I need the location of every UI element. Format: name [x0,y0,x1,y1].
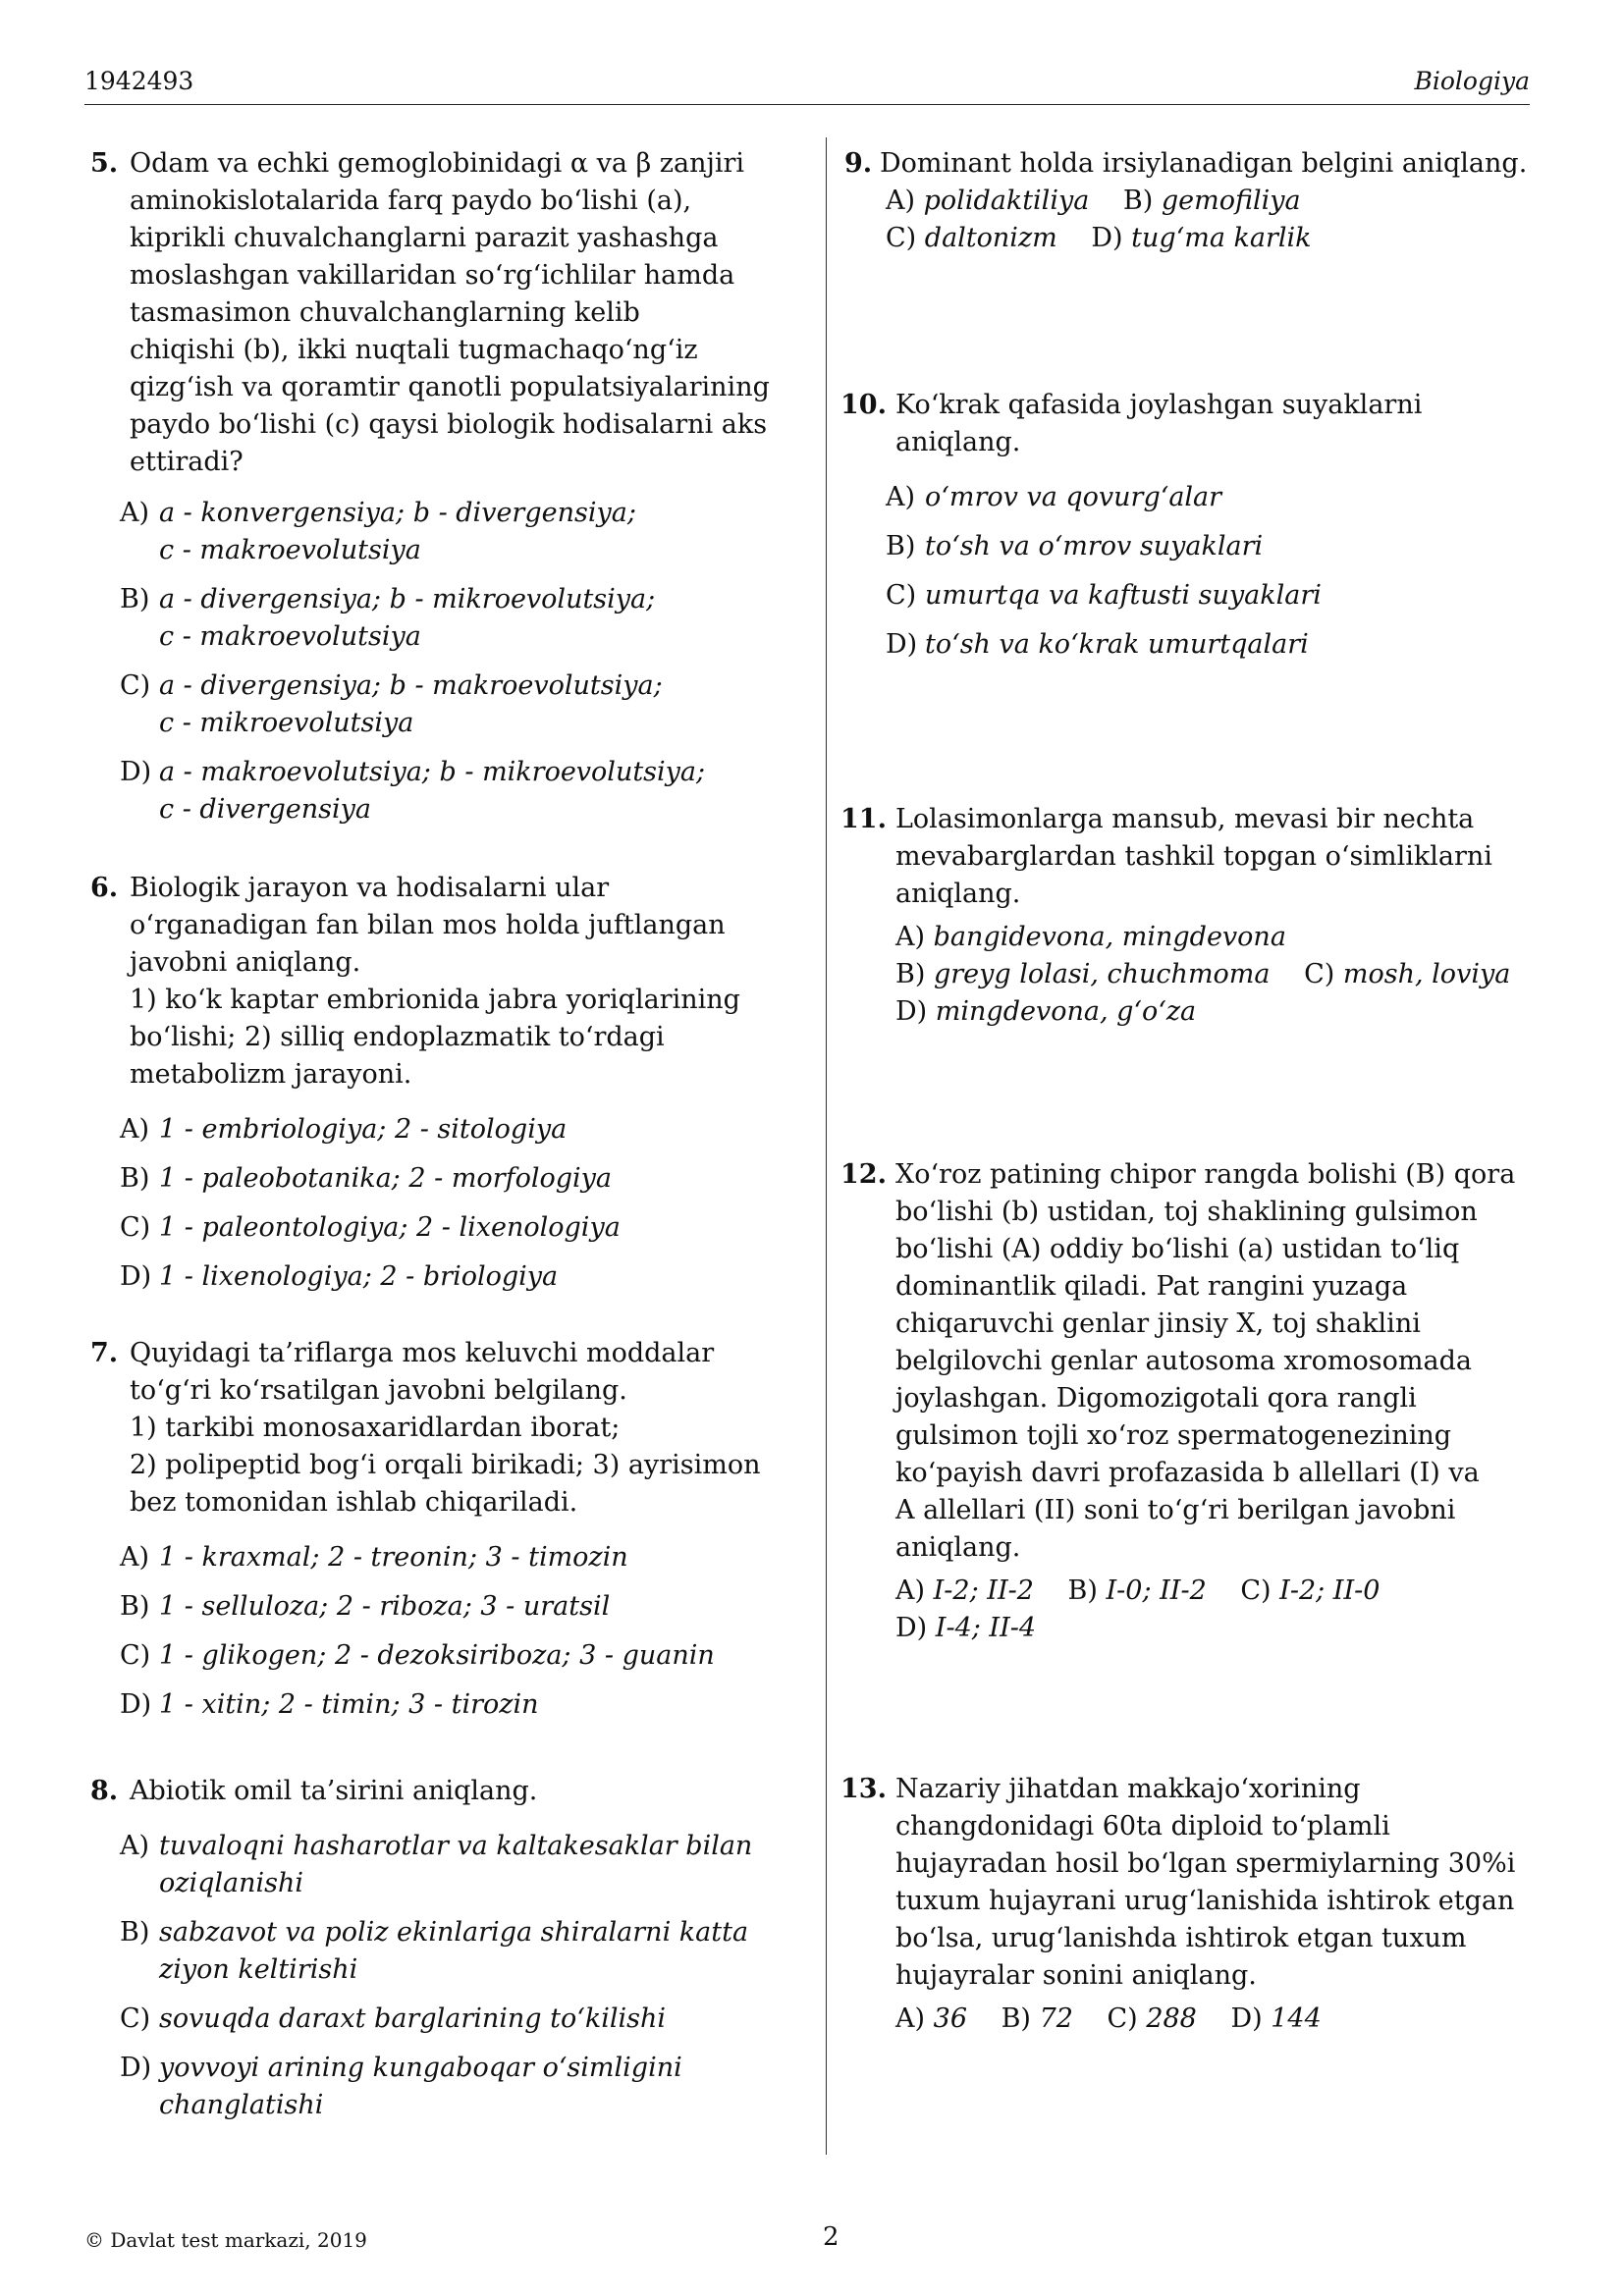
page-number: 2 [823,2222,839,2252]
option-text: mingdevona, gʻoʻza [935,996,1197,1027]
option-c[interactable] [886,577,1547,614]
option-label: C) [1240,1575,1272,1606]
question-8 [90,1773,778,2124]
question-stem: Quyidagi ta’riflarga mos keluvchi moddalar toʻgʻri koʻrsatilgan javobni belgilang. 1) tarkibi monosaxaridlardan iborat; 2) polipeptid bogʻi orqali birikadi; 3) ayrisimon bez tomonidan ishlab chiqariladi. [130,1338,761,1518]
question-9 [840,145,1547,257]
question-6 [90,870,778,1296]
option-text: 1 - lixenologiya; 2 - briologiya [159,1261,559,1292]
option-text: oʻmrov va qovurgʻalar [925,482,1222,512]
option-b[interactable] [1001,2003,1073,2034]
option-text: toʻsh va koʻkrak umurtqalari [925,629,1309,660]
options-list [895,919,1547,1031]
option-text: I-2; II-2 [933,1575,1034,1606]
option-label: A) [895,2003,926,2034]
option-text: 1 - xitin; 2 - timin; 3 - tirozin [159,1689,539,1720]
options-list [886,479,1547,664]
question-10 [840,387,1547,664]
question-number: 11. [840,804,887,834]
option-c[interactable] [120,1209,778,1247]
option-c[interactable] [1304,959,1510,989]
options-list [895,1573,1547,1647]
question-number: 12. [840,1159,887,1190]
option-label: B) [120,1163,150,1194]
question-5 [90,145,778,828]
option-label: C) [120,670,151,701]
option-text: 1 - glikogen; 2 - dezoksiriboza; 3 - guanin [159,1640,715,1671]
option-label: B) [1067,1575,1098,1606]
option-text: I-0; II-2 [1106,1575,1207,1606]
option-text: a - makroevolutsiya; b - mikroevolutsiya; c - divergensiya [159,757,706,825]
option-text: I-2; II-0 [1279,1575,1380,1606]
test-code: 1942493 [84,67,194,95]
option-text: umurtqa va kaftusti suyaklari [925,580,1322,611]
options-list [895,2001,1547,2038]
question-13 [840,1771,1547,2038]
option-c[interactable] [1240,1575,1380,1606]
option-text: toʻsh va oʻmrov suyaklari [925,531,1264,561]
option-d[interactable] [120,2050,778,2124]
question-stem: Lolasimonlarga mansub, mevasi bir nechta mevabarglardan tashkil topgan oʻsimliklarni aniqlang. [895,804,1492,909]
option-b[interactable] [886,528,1547,565]
option-text: a - divergensiya; b - mikroevolutsiya; c - makroevolutsiya [159,584,656,652]
option-label: C) [886,223,917,253]
question-12 [840,1156,1547,1647]
option-label: B) [895,959,926,989]
option-text: mosh, loviya [1342,959,1511,989]
option-text: greyg lolasi, chuchmoma [933,959,1271,989]
option-label: A) [120,1831,150,1861]
option-text: a - divergensiya; b - makroevolutsiya; c - mikroevolutsiya [159,670,663,738]
option-d[interactable] [895,996,1196,1027]
option-label: C) [120,2003,151,2034]
option-d[interactable] [1230,2003,1321,2034]
option-text: 1 - paleontologiya; 2 - lixenologiya [159,1212,621,1243]
question-number: 5. [90,148,119,179]
option-label: C) [886,580,917,611]
option-text: 1 - paleobotanika; 2 - morfologiya [159,1163,613,1194]
option-c[interactable] [120,667,778,742]
question-stem: Koʻkrak qafasida joylashgan suyaklarni aniqlang. [895,390,1423,457]
option-a[interactable] [895,2003,967,2034]
option-a[interactable] [120,1539,778,1576]
option-label: D) [1091,223,1123,253]
option-d[interactable] [120,754,778,828]
option-text: 144 [1271,2003,1322,2034]
option-label: D) [886,629,918,660]
option-text: I-4; II-4 [935,1613,1037,1643]
option-b[interactable] [1123,186,1301,216]
option-label: A) [895,922,926,952]
option-text: a - konvergensiya; b - divergensiya; c - makroevolutsiya [159,498,636,565]
option-text: 288 [1146,2003,1197,2034]
option-c[interactable] [1108,2003,1197,2034]
option-d[interactable] [1091,223,1311,253]
option-label: D) [1230,2003,1263,2034]
option-label: B) [120,584,150,614]
option-text: sabzavot va poliz ekinlariga shiralarni katta ziyon keltirishi [159,1917,749,1985]
option-label: A) [886,186,916,216]
option-label: C) [1107,2003,1138,2034]
question-number: 8. [90,1776,119,1806]
option-label: B) [120,1591,150,1622]
subject-title: Biologiya [1414,67,1530,95]
option-label: B) [1001,2003,1031,2034]
option-label: D) [120,1689,152,1720]
option-text: polidaktiliya [923,186,1090,216]
option-label: A) [895,1575,926,1606]
option-b[interactable] [895,959,1271,989]
option-a[interactable] [895,1575,1034,1606]
option-label: C) [120,1640,151,1671]
option-d[interactable] [886,626,1547,664]
option-a[interactable] [886,479,1547,516]
option-label: D) [120,1261,152,1292]
options-list [120,1828,778,2124]
option-text: 72 [1039,2003,1073,2034]
options-list [120,1539,778,1724]
options-list [120,1111,778,1296]
question-number: 9. [844,148,873,179]
option-d[interactable] [895,1613,1036,1643]
option-c[interactable] [120,2001,778,2038]
option-text: 1 - kraxmal; 2 - treonin; 3 - timozin [159,1542,628,1573]
question-number: 13. [840,1774,887,1804]
option-b[interactable] [120,1914,778,1989]
option-b[interactable] [1068,1575,1207,1606]
question-stem: Nazariy jihatdan makkajoʻxorining changdonidagi 60ta diploid toʻplamli hujayradan hosil boʻlgan spermiylarning 30%i tuxum hujayrani urugʻlanishida ishtirok etgan boʻlsa, urugʻlanishda ishtirok etgan tuxum hujayralar sonini aniqlang. [895,1774,1516,1991]
option-text: daltonizm [924,223,1057,253]
option-text: gemofiliya [1161,186,1301,216]
option-c[interactable] [886,223,1057,253]
option-d[interactable] [120,1258,778,1296]
option-a[interactable] [120,1828,778,1902]
option-label: B) [1122,186,1154,216]
option-label: C) [1304,959,1335,989]
option-label: B) [886,531,916,561]
option-c[interactable] [120,1637,778,1675]
copyright-note: © Davlat test markazi, 2019 [84,2228,367,2252]
option-b[interactable] [120,1160,778,1198]
option-label: A) [120,1114,150,1145]
question-number: 10. [840,390,887,420]
option-text: 1 - selluloza; 2 - riboza; 3 - uratsil [159,1591,611,1622]
option-text: tugʻma karlik [1131,223,1312,253]
question-stem: Biologik jarayon va hodisalarni ular oʻrganadigan fan bilan mos holda juftlangan javobni aniqlang. 1) koʻk kaptar embrionida jabra yoriqlarining boʻlishi; 2) silliq endoplazmatik toʻrdagi metabolizm jarayoni. [130,873,740,1090]
option-label: D) [895,996,928,1027]
question-stem: Xoʻroz patining chipor rangda bolishi (B) qora boʻlishi (b) ustidan, toj shaklining gulsimon boʻlishi (A) oddiy boʻlishi (a) ustidan toʻliq dominantlik qiladi. Pat rangini yuzaga chiqaruvchi genlar jinsiy X, toj shaklini belgilovchi genlar autosoma xromosomada joylashgan. Digomozigotali qora rangli gulsimon tojli xoʻroz spermatogenezining koʻpayish davri profazasida b allellari (I) va A allellari (II) soni toʻgʻri berilgan javobni aniqlang. [895,1159,1516,1563]
question-number: 6. [90,873,119,903]
page-header [84,65,1530,105]
question-stem: Odam va echki gemoglobinidagi α va β zanjiri aminokislotalarida farq paydo boʻlishi (a), kiprikli chuvalchanglarni parazit yashashga moslashgan vakillaridan soʻrgʻichlilar hamda tasmasimon chuvalchanglarning kelib chiqishi (b), ikki nuqtali tugmachaqoʻngʻiz qizgʻish va qoramtir qanotli populatsiyalarining paydo boʻlishi (c) qaysi biologik hodisalarni aks ettiradi? [130,148,770,477]
option-text: tuvaloqni hasharotlar va kaltakesaklar bilan oziqlanishi [159,1831,753,1898]
option-text: bangidevona, mingdevona [933,922,1286,952]
option-text: 1 - embriologiya; 2 - sitologiya [159,1114,568,1145]
question-number: 7. [90,1338,119,1368]
option-a[interactable] [895,922,1286,952]
option-label: B) [120,1917,150,1948]
option-label: A) [120,1542,150,1573]
column-divider [826,137,827,2155]
option-text: 36 [933,2003,967,2034]
options-list [886,183,1547,257]
option-d[interactable] [120,1686,778,1724]
option-text: sovuqda daraxt barglarining toʻkilishi [159,2003,667,2034]
option-label: D) [895,1613,928,1643]
option-a[interactable] [886,186,1089,216]
question-stem: Abiotik omil ta’sirini aniqlang. [130,1776,538,1806]
option-a[interactable] [120,495,778,569]
option-label: A) [120,498,150,528]
option-a[interactable] [120,1111,778,1148]
option-label: C) [120,1212,151,1243]
options-list [120,495,778,828]
option-label: D) [120,2053,152,2083]
option-label: A) [886,482,916,512]
question-stem: Dominant holda irsiylanadigan belgini aniqlang. [880,148,1528,179]
option-text: yovvoyi arining kungaboqar oʻsimligini changlatishi [159,2053,682,2120]
question-7 [90,1335,778,1724]
option-b[interactable] [120,1588,778,1626]
option-b[interactable] [120,581,778,656]
option-label: D) [120,757,152,787]
question-11 [840,801,1547,1031]
